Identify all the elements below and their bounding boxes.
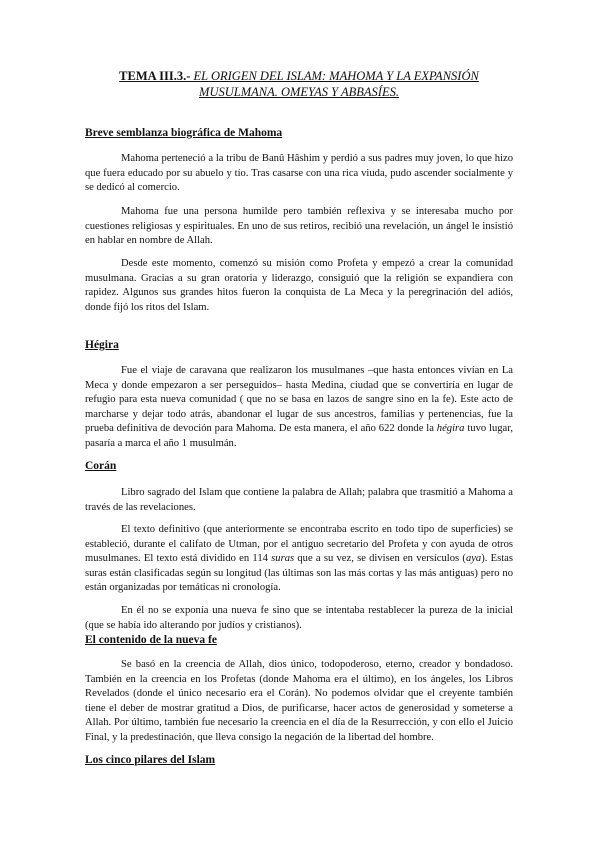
title-text: EL ORIGEN DEL ISLAM: MAHOMA Y LA EXPANSIÓN MUSULMANA. OMEYAS Y ABBASÍES.: [190, 69, 479, 99]
paragraph-hegira-1: Fue el viaje de caravana que realizaron los musulmanes –que hasta entonces vivían en La Meca y donde empezaron a ser perseguidos– hasta Medina, ciudad que se convertiría en lugar de refugio para esta nueva comunidad ( que no se basa en lazos de sangre sino en la fe). Este acto de marcharse y dejar todo atrás, abandonar el lugar de sus ancestros, familias y pertenencias, fue la prueba definitiva de devoción para Mahoma. De esta manera, el año 622 donde la hégira tuvo lugar, pasaría a marca el año 1 musulmán.: [85, 365, 514, 449]
term-suras: suras: [271, 553, 295, 565]
term-hegira: hégira: [436, 423, 465, 435]
paragraph-coran-2: El texto definitivo (que anteriormente se encontraba escrito en todo tipo de superficies) se estableció, durante el califato de Utman, por el antiguo secretario del Profeta y con ayuda de otros musulmanes. El texto está dividido en 114 suras que a su vez, se divisen en versículos (aya). Estas suras están clasificadas según su longitud (las últimas son las más cortas y las más antiguas) pero no están organizadas por temáticas ni cronología.: [85, 524, 514, 594]
heading-hegira: Hégira: [85, 339, 119, 351]
term-aya: aya: [465, 553, 482, 565]
paragraph-contenido-1: Se basó en la creencia de Allah, dios único, todopoderoso, eterno, creador y bondadoso. También en la creencia en los Profetas (donde Mahoma era el último), en los ángeles, los Libros Revelados (donde el único necesario era el Corán). No podemos olvidar que el creyente también tiene el deber de mostrar gratitud a Dios, de purificarse, hacer actos de generosidad y someterse a Allah. Por último, también fue necesario la creencia en el día de la Resurrección, y con ello el Juicio Final, y la predestinación, que lleva consigo la negación de la libertad del hombre.: [85, 659, 513, 743]
heading-pilares: Los cinco pilares del Islam: [85, 754, 216, 766]
paragraph-biografia-1: Mahoma perteneció a la tribu de Banû Hâshim y perdió a sus padres muy joven, lo que hizo que fuera educado por su abuelo y tío. Tras casarse con una rica viuda, pudo ascender socialmente y se dedicó al comercio.: [85, 153, 513, 194]
paragraph-biografia-3: Desde este momento, comenzó su misión como Profeta y empezó a crear la comunidad musulmana. Gracias a su gran oratoria y liderazgo, consiguió que la religión se expandiera con rapidez. Algunos sus grandes hitos fueron la conquista de La Meca y la peregrinación del adiós, donde fijó los ritos del Islam.: [85, 258, 513, 313]
paragraph-biografia-2: Mahoma fue una persona humilde pero también reflexiva y se interesaba mucho por cuestiones religiosas y espirituales. En uno de sus retiros, recibió una revelación, un ángel le insistió en hablar en nombre de Allah.: [85, 206, 513, 247]
heading-coran: Corán: [85, 460, 117, 472]
paragraph-coran-1: Libro sagrado del Islam que contiene la palabra de Allah; palabra que trasmitió a Mahoma a través de las revelaciones.: [85, 487, 513, 513]
title-lead: TEMA III.3.-: [119, 69, 191, 83]
document-title: [85, 68, 513, 100]
paragraph-coran-3: En él no se exponía una nueva fe sino que se intentaba restablecer la pureza de la inicial (que se había ido alterando por judíos y cristianos).: [85, 605, 513, 631]
heading-biografia: Breve semblanza biográfica de Mahoma: [85, 127, 283, 139]
heading-contenido: El contenido de la nueva fe: [85, 634, 217, 646]
